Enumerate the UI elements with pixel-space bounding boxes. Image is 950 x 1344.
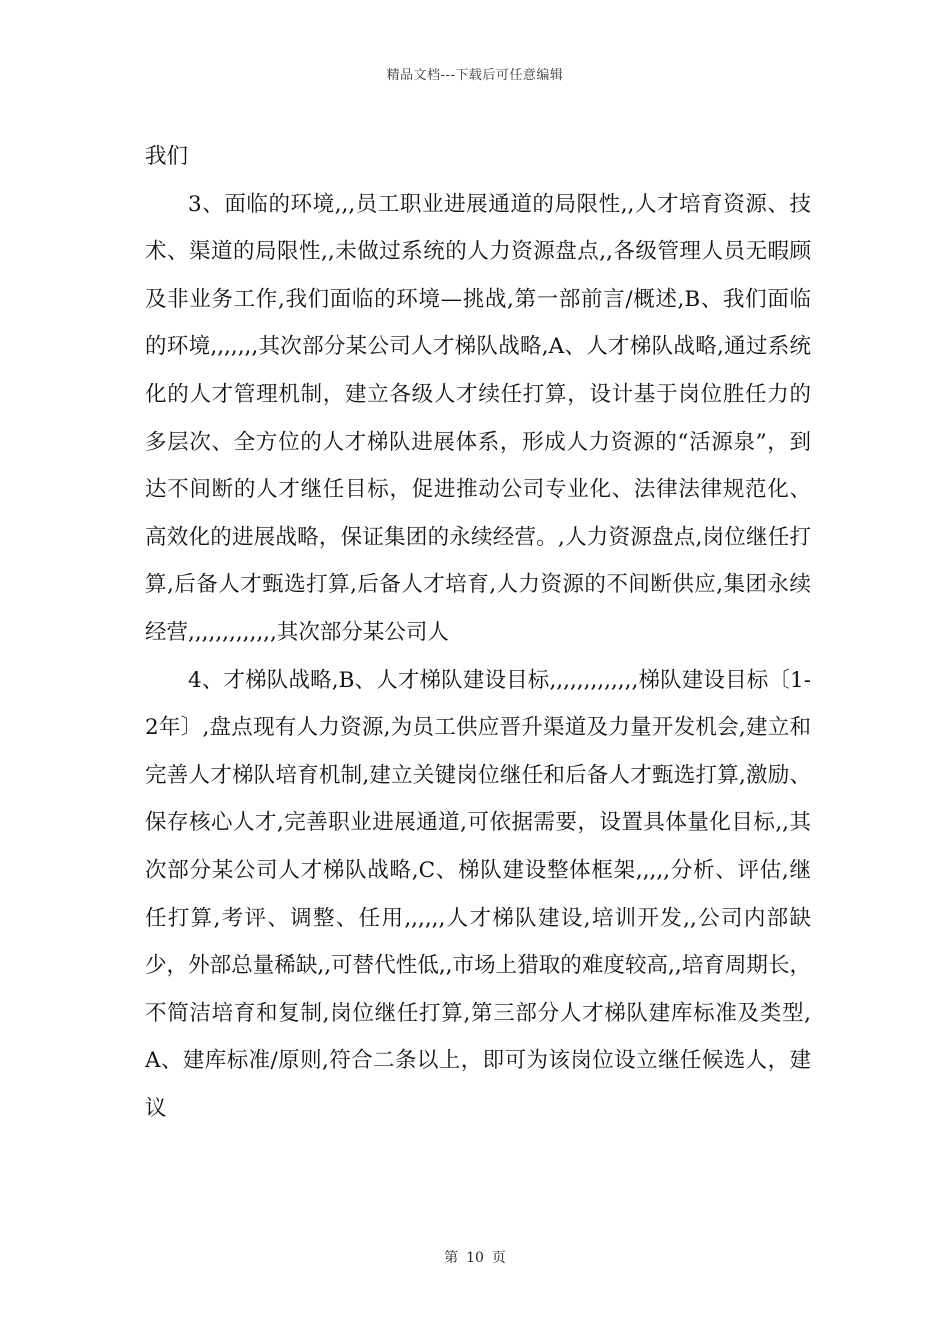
paragraph-3: 4、才梯队战略,B、人才梯队建设目标,,,,,,,,,,,,,梯队建设目标〔1-2年〕,盘点现有人力资源,为员工供应晋升渠道及力量开发机会,建立和完善人才梯队培育机制,建立关键岗位继任和后备人才甄选打算,激励、保存核心人才,完善职业进展通道,可依据需要，设置具体量化目标,,其次部分某公司人才梯队战略,C、梯队建设整体框架,,,,,分析、评估,继任打算,考评、调整、任用,,,,,,人才梯队建设,培训开发,,公司内部缺少，外部总量稀缺,,可替代性低,,市场上猎取的难度较高,,培育周期长，不简洁培育和复制,岗位继任打算,第三部分人才梯队建库标准及类型,A、建库标准/原则,符合二条以上，即可为该岗位设立继任候选人，建议 [145,667,811,1121]
page-footer [0,1247,950,1267]
paragraph-2: 3、面临的环境,,,员工职业进展通道的局限性,,人才培育资源、技术、渠道的局限性,,未做过系统的人力资源盘点,,各级管理人员无暇顾及非业务工作,我们面临的环境—挑战,第一部前言/概述,B、我们面临的环境,,,,,,,其次部分某公司人才梯队战略,A、人才梯队战略,通过系统化的人才管理机制，建立各级人才续任打算，设计基于岗位胜任力的多层次、全方位的人才梯队进展体系，形成人力资源的“活源泉”，到达不间断的人才继任目标，促进推动公司专业化、法律法律规范化、高效化的进展战略，保证集团的永续经营。,人力资源盘点,岗位继任打算,后备人才甄选打算,后备人才培育,人力资源的不间断供应,集团永续经营,,,,,,,,,,,,,其次部分某公司人 [145,191,811,645]
page-header: 精品文档---下载后可任意编辑 [386,68,564,83]
page-number: 10 [466,1250,484,1266]
page-number-prefix: 第 [444,1250,459,1266]
paragraph-1: 我们 [145,144,189,169]
document-body [145,133,811,1132]
page-number-suffix: 页 [491,1250,506,1266]
